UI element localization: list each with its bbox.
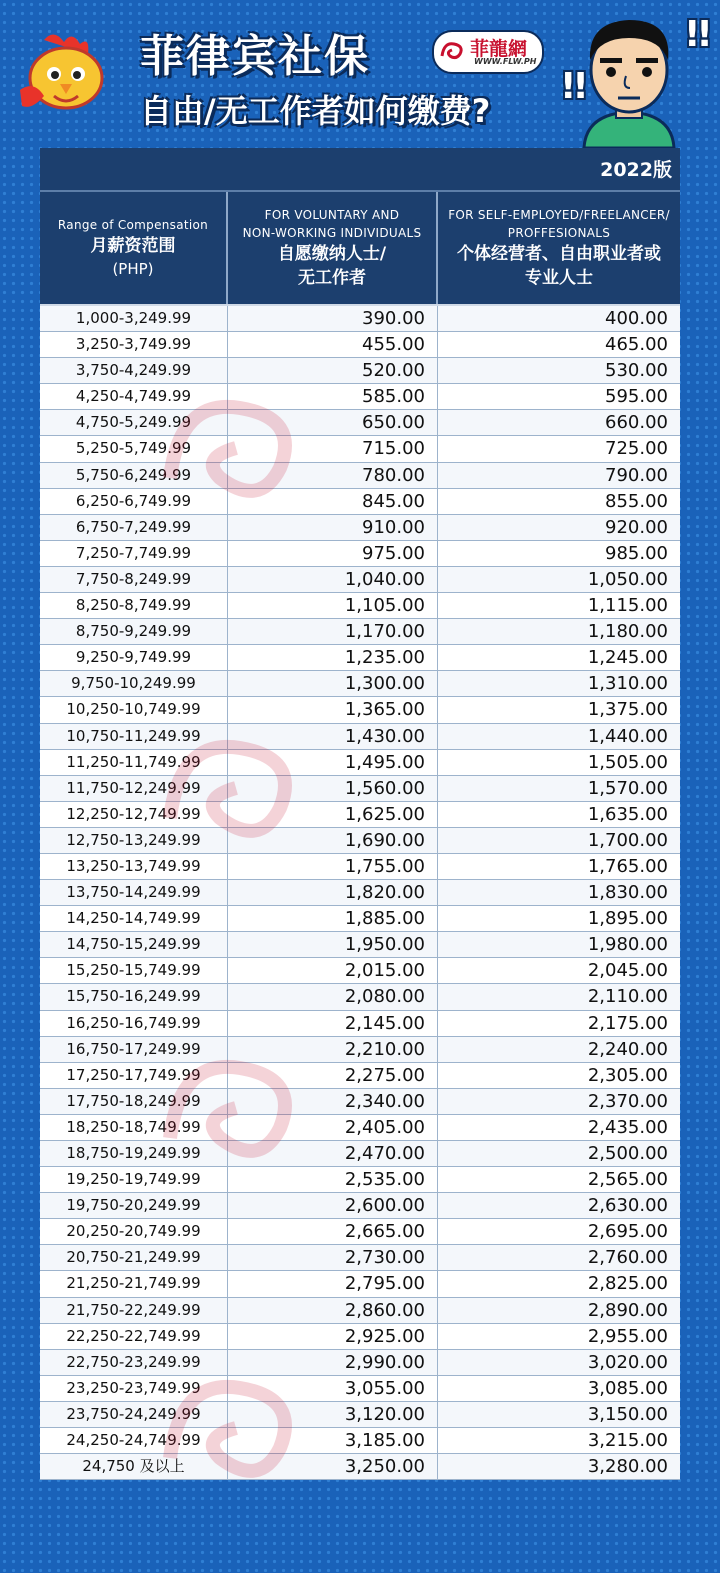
table-row — [40, 332, 680, 358]
self-employed-amount-cell: 3,150.00 — [587, 1403, 668, 1425]
voluntary-amount-cell: 2,210.00 — [228, 1037, 438, 1062]
self-employed-amount-cell: 2,630.00 — [587, 1195, 668, 1217]
table-row — [40, 1115, 680, 1141]
self-employed-amount-cell: 3,215.00 — [587, 1430, 668, 1452]
self-employed-amount-cell: 2,305.00 — [587, 1064, 668, 1086]
page-title: 菲律宾社保 — [140, 31, 370, 82]
self-employed-amount-cell: 1,895.00 — [587, 908, 668, 930]
voluntary-amount-cell: 1,365.00 — [228, 697, 438, 722]
self-employed-amount-cell: 400.00 — [605, 308, 668, 329]
voluntary-amount-cell: 1,950.00 — [228, 932, 438, 957]
voluntary-amount-cell: 1,235.00 — [228, 645, 438, 670]
range-cell: 11,250-11,749.99 — [40, 750, 228, 775]
table-row — [40, 984, 680, 1010]
col-header-self-employed-zh-1: 个体经营者、自由职业者或 — [457, 244, 661, 264]
voluntary-amount-cell: 585.00 — [228, 384, 438, 409]
table-row — [40, 541, 680, 567]
range-cell: 5,750-6,249.99 — [40, 463, 228, 488]
table-row — [40, 619, 680, 645]
col-header-self-employed-en-1: FOR SELF-EMPLOYED/FREELANCER/ — [448, 208, 670, 222]
voluntary-amount-cell: 520.00 — [228, 358, 438, 383]
voluntary-amount-cell: 1,820.00 — [228, 880, 438, 905]
voluntary-amount-cell: 455.00 — [228, 332, 438, 357]
table-row — [40, 776, 680, 802]
range-cell: 23,750-24,249.99 — [40, 1402, 228, 1427]
self-employed-amount-cell: 2,175.00 — [587, 1012, 668, 1034]
table-row — [40, 1324, 680, 1350]
self-employed-amount-cell: 1,310.00 — [587, 673, 668, 695]
range-cell: 19,250-19,749.99 — [40, 1167, 228, 1192]
table-row — [40, 593, 680, 619]
voluntary-amount-cell: 1,105.00 — [228, 593, 438, 618]
voluntary-amount-cell: 2,925.00 — [228, 1324, 438, 1349]
table-row — [40, 410, 680, 436]
self-employed-amount-cell: 2,565.00 — [587, 1169, 668, 1191]
table-row — [40, 1402, 680, 1428]
self-employed-amount-cell: 1,245.00 — [587, 647, 668, 669]
self-employed-amount-cell: 595.00 — [605, 386, 668, 408]
range-cell: 14,250-14,749.99 — [40, 906, 228, 931]
voluntary-amount-cell: 3,120.00 — [228, 1402, 438, 1427]
voluntary-amount-cell: 1,170.00 — [228, 619, 438, 644]
self-employed-amount-cell: 1,700.00 — [587, 829, 668, 851]
range-cell: 18,750-19,249.99 — [40, 1141, 228, 1166]
voluntary-amount-cell: 910.00 — [228, 515, 438, 540]
table-row — [40, 828, 680, 854]
cartoon-man-icon — [576, 8, 682, 148]
self-employed-amount-cell: 1,440.00 — [587, 725, 668, 747]
col-header-range — [40, 192, 228, 304]
voluntary-amount-cell: 1,430.00 — [228, 724, 438, 749]
table-row — [40, 1089, 680, 1115]
range-cell: 3,250-3,749.99 — [40, 332, 228, 357]
voluntary-amount-cell: 1,300.00 — [228, 671, 438, 696]
self-employed-amount-cell: 2,110.00 — [587, 986, 668, 1008]
range-cell: 16,250-16,749.99 — [40, 1011, 228, 1036]
range-cell: 7,250-7,749.99 — [40, 541, 228, 566]
voluntary-amount-cell: 2,275.00 — [228, 1063, 438, 1088]
table-row — [40, 724, 680, 750]
contribution-table — [40, 148, 680, 1480]
voluntary-amount-cell: 2,405.00 — [228, 1115, 438, 1140]
col-header-range-en: Range of Compensation — [57, 218, 209, 232]
table-row — [40, 1167, 680, 1193]
range-cell: 15,250-15,749.99 — [40, 958, 228, 983]
range-cell: 22,250-22,749.99 — [40, 1324, 228, 1349]
col-header-self-employed-en-2: PROFFESIONALS — [507, 226, 611, 240]
table-row — [40, 854, 680, 880]
self-employed-amount-cell: 1,375.00 — [587, 699, 668, 721]
table-row — [40, 802, 680, 828]
range-cell: 20,750-21,249.99 — [40, 1245, 228, 1270]
self-employed-amount-cell: 1,830.00 — [587, 882, 668, 904]
table-row — [40, 436, 680, 462]
table-row — [40, 1011, 680, 1037]
self-employed-amount-cell: 2,370.00 — [587, 1090, 668, 1112]
table-row — [40, 1141, 680, 1167]
table-row — [40, 515, 680, 541]
range-cell: 24,750 及以上 — [40, 1454, 228, 1479]
range-cell: 8,750-9,249.99 — [40, 619, 228, 644]
range-cell: 19,750-20,249.99 — [40, 1193, 228, 1218]
self-employed-amount-cell: 465.00 — [605, 334, 668, 356]
range-cell: 17,250-17,749.99 — [40, 1063, 228, 1088]
table-row — [40, 1376, 680, 1402]
voluntary-amount-cell: 715.00 — [228, 436, 438, 461]
self-employed-amount-cell: 2,500.00 — [587, 1143, 668, 1164]
table-row — [40, 358, 680, 384]
range-cell: 20,250-20,749.99 — [40, 1219, 228, 1244]
range-cell: 22,750-23,249.99 — [40, 1350, 228, 1375]
table-row — [40, 958, 680, 984]
range-cell: 21,250-21,749.99 — [40, 1271, 228, 1296]
self-employed-amount-cell: 1,050.00 — [587, 568, 668, 590]
col-header-voluntary-en-1: FOR VOLUNTARY AND — [264, 208, 400, 222]
range-cell: 13,250-13,749.99 — [40, 854, 228, 879]
self-employed-amount-cell: 790.00 — [605, 464, 668, 486]
col-header-self-employed-zh-2: 专业人士 — [525, 268, 593, 288]
table-row — [40, 1350, 680, 1376]
logo-name: 菲龍網 — [470, 38, 528, 60]
voluntary-amount-cell: 2,535.00 — [228, 1167, 438, 1192]
self-employed-amount-cell: 1,570.00 — [587, 777, 668, 799]
self-employed-amount-cell: 660.00 — [605, 412, 668, 434]
range-cell: 16,750-17,249.99 — [40, 1037, 228, 1062]
range-cell: 23,250-23,749.99 — [40, 1376, 228, 1401]
self-employed-amount-cell: 985.00 — [605, 542, 668, 564]
table-row — [40, 306, 680, 332]
table-body — [40, 306, 680, 1480]
self-employed-amount-cell: 920.00 — [605, 516, 668, 538]
self-employed-amount-cell: 2,240.00 — [587, 1038, 668, 1060]
table-row — [40, 1037, 680, 1063]
table-row — [40, 1193, 680, 1219]
range-cell: 12,250-12,749.99 — [40, 802, 228, 827]
range-cell: 1,000-3,249.99 — [40, 306, 228, 331]
range-cell: 15,750-16,249.99 — [40, 984, 228, 1009]
voluntary-amount-cell: 2,730.00 — [228, 1245, 438, 1270]
poster-header — [0, 0, 720, 148]
self-employed-amount-cell: 855.00 — [605, 490, 668, 512]
voluntary-amount-cell: 1,495.00 — [228, 750, 438, 775]
dragon-logo-icon — [438, 36, 468, 66]
table-row — [40, 1428, 680, 1454]
range-cell: 9,250-9,749.99 — [40, 645, 228, 670]
site-logo — [432, 30, 544, 74]
edition-label: 2022版 — [40, 148, 680, 192]
voluntary-amount-cell: 650.00 — [228, 410, 438, 435]
self-employed-amount-cell: 2,760.00 — [587, 1247, 668, 1269]
self-employed-amount-cell: 1,180.00 — [587, 621, 668, 643]
voluntary-amount-cell: 1,885.00 — [228, 906, 438, 931]
self-employed-amount-cell: 1,765.00 — [587, 855, 668, 877]
voluntary-amount-cell: 1,755.00 — [228, 854, 438, 879]
voluntary-amount-cell: 2,860.00 — [228, 1298, 438, 1323]
table-row — [40, 1454, 680, 1480]
range-cell: 17,750-18,249.99 — [40, 1089, 228, 1114]
table-row — [40, 932, 680, 958]
voluntary-amount-cell: 2,340.00 — [228, 1089, 438, 1114]
self-employed-amount-cell: 3,085.00 — [587, 1377, 668, 1399]
table-row — [40, 1219, 680, 1245]
exclamation-icon: !! — [684, 14, 709, 55]
col-header-voluntary-zh-1: 自愿缴纳人士/ — [277, 244, 387, 264]
range-cell: 8,250-8,749.99 — [40, 593, 228, 618]
voluntary-amount-cell: 1,690.00 — [228, 828, 438, 853]
logo-url: WWW.FLW.PH — [474, 57, 537, 66]
self-employed-amount-cell: 1,635.00 — [587, 803, 668, 825]
range-cell: 11,750-12,249.99 — [40, 776, 228, 801]
range-cell: 9,750-10,249.99 — [40, 671, 228, 696]
self-employed-amount-cell: 3,020.00 — [587, 1351, 668, 1373]
self-employed-amount-cell: 530.00 — [605, 360, 668, 382]
self-employed-amount-cell: 1,980.00 — [587, 934, 668, 956]
table-header — [40, 192, 680, 306]
col-header-range-unit: (PHP) — [112, 260, 154, 278]
table-row — [40, 1271, 680, 1297]
voluntary-amount-cell: 2,795.00 — [228, 1271, 438, 1296]
table-row — [40, 671, 680, 697]
voluntary-amount-cell: 3,185.00 — [228, 1428, 438, 1453]
range-cell: 6,250-6,749.99 — [40, 489, 228, 514]
col-header-self-employed — [438, 192, 680, 304]
table-row — [40, 906, 680, 932]
voluntary-amount-cell: 2,015.00 — [228, 958, 438, 983]
range-cell: 7,750-8,249.99 — [40, 567, 228, 592]
self-employed-amount-cell: 2,955.00 — [587, 1325, 668, 1347]
voluntary-amount-cell: 1,560.00 — [228, 776, 438, 801]
table-row — [40, 750, 680, 776]
voluntary-amount-cell: 845.00 — [228, 489, 438, 514]
table-row — [40, 697, 680, 723]
table-row — [40, 463, 680, 489]
exclamation-icon: !! — [560, 66, 585, 107]
range-cell: 3,750-4,249.99 — [40, 358, 228, 383]
voluntary-amount-cell: 1,625.00 — [228, 802, 438, 827]
rooster-mascot-icon — [14, 30, 114, 120]
self-employed-amount-cell: 2,890.00 — [587, 1299, 668, 1321]
range-cell: 14,750-15,249.99 — [40, 932, 228, 957]
voluntary-amount-cell: 1,040.00 — [228, 567, 438, 592]
voluntary-amount-cell: 2,470.00 — [228, 1141, 438, 1166]
col-header-voluntary-zh-2: 无工作者 — [298, 268, 366, 288]
self-employed-amount-cell: 1,505.00 — [587, 751, 668, 773]
range-cell: 21,750-22,249.99 — [40, 1298, 228, 1323]
range-cell: 5,250-5,749.99 — [40, 436, 228, 461]
col-header-range-zh: 月薪资范围 — [90, 236, 176, 256]
page-subtitle: 自由/无工作者如何缴费? — [140, 92, 491, 130]
voluntary-amount-cell: 975.00 — [228, 541, 438, 566]
table-row — [40, 489, 680, 515]
range-cell: 6,750-7,249.99 — [40, 515, 228, 540]
voluntary-amount-cell: 3,055.00 — [228, 1376, 438, 1401]
voluntary-amount-cell: 2,145.00 — [228, 1011, 438, 1036]
col-header-voluntary-en-2: NON-WORKING INDIVIDUALS — [242, 226, 422, 240]
self-employed-amount-cell: 725.00 — [605, 438, 668, 460]
table-row — [40, 1245, 680, 1271]
table-row — [40, 645, 680, 671]
range-cell: 4,750-5,249.99 — [40, 410, 228, 435]
voluntary-amount-cell: 2,990.00 — [228, 1350, 438, 1375]
self-employed-amount-cell: 3,280.00 — [587, 1456, 668, 1478]
range-cell: 10,750-11,249.99 — [40, 724, 228, 749]
range-cell: 12,750-13,249.99 — [40, 828, 228, 853]
self-employed-amount-cell: 2,825.00 — [587, 1273, 668, 1295]
table-row — [40, 1063, 680, 1089]
col-header-voluntary — [228, 192, 438, 304]
range-cell: 13,750-14,249.99 — [40, 880, 228, 905]
self-employed-amount-cell: 2,435.00 — [587, 1116, 668, 1138]
voluntary-amount-cell: 390.00 — [228, 306, 438, 331]
table-row — [40, 384, 680, 410]
self-employed-amount-cell: 2,045.00 — [587, 960, 668, 982]
voluntary-amount-cell: 2,665.00 — [228, 1219, 438, 1244]
table-row — [40, 567, 680, 593]
range-cell: 4,250-4,749.99 — [40, 384, 228, 409]
table-row — [40, 880, 680, 906]
voluntary-amount-cell: 3,250.00 — [228, 1454, 438, 1479]
range-cell: 18,250-18,749.99 — [40, 1115, 228, 1140]
voluntary-amount-cell: 2,600.00 — [228, 1193, 438, 1218]
voluntary-amount-cell: 780.00 — [228, 463, 438, 488]
range-cell: 10,250-10,749.99 — [40, 697, 228, 722]
self-employed-amount-cell: 2,695.00 — [587, 1221, 668, 1243]
table-row — [40, 1298, 680, 1324]
voluntary-amount-cell: 2,080.00 — [228, 984, 438, 1009]
self-employed-amount-cell: 1,115.00 — [587, 595, 668, 617]
range-cell: 24,250-24,749.99 — [40, 1428, 228, 1453]
